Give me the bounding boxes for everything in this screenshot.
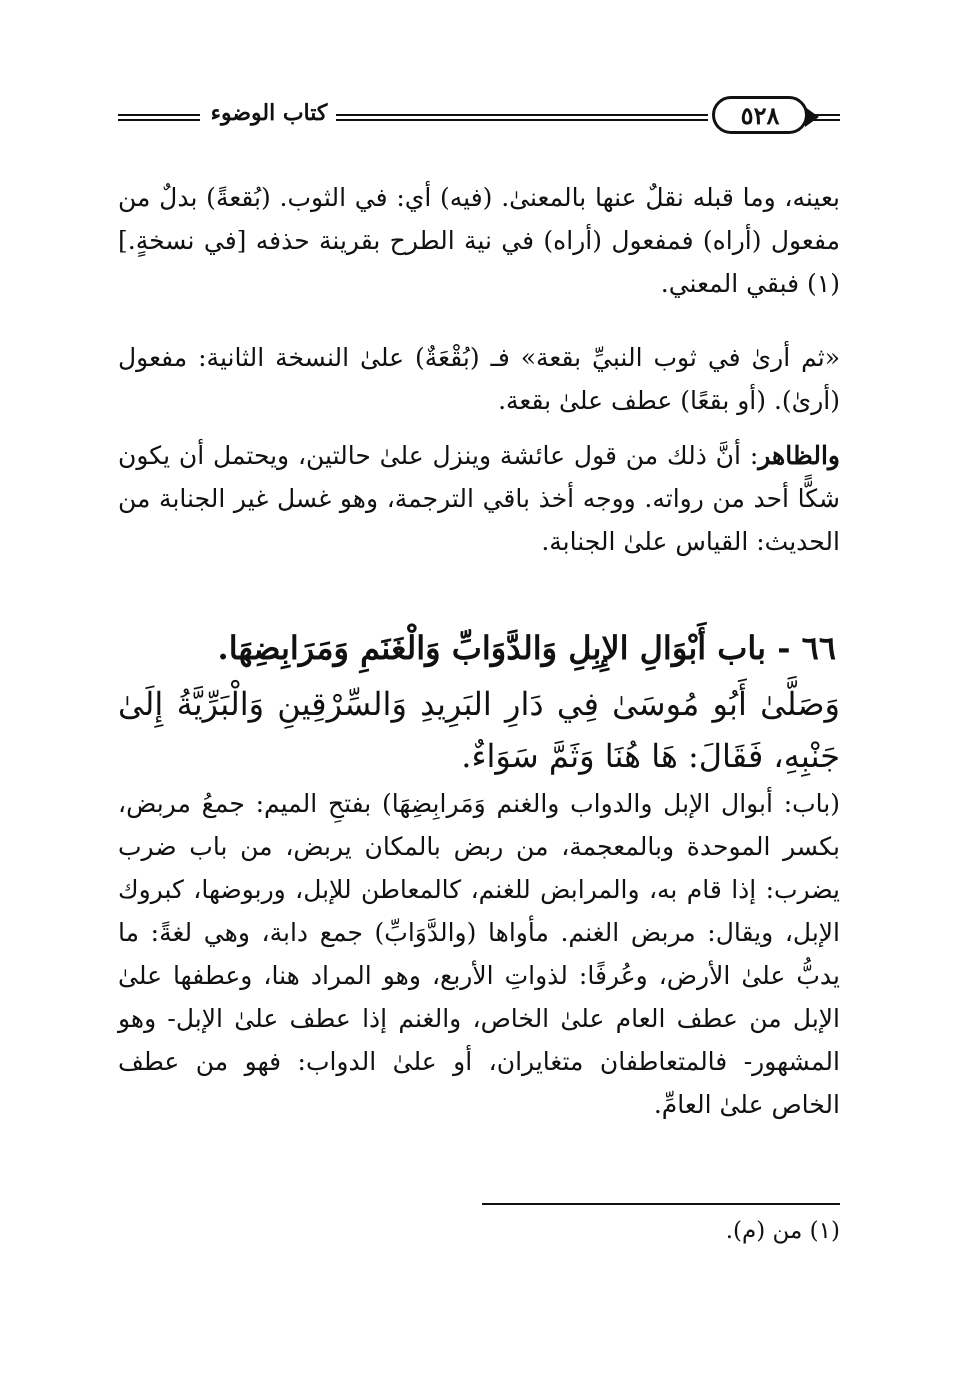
header-rule-right xyxy=(810,114,840,121)
paragraph-3 xyxy=(118,434,840,563)
book-title: كتاب الوضوء xyxy=(210,100,328,126)
footnote-separator xyxy=(482,1203,840,1205)
paragraph-3-rest: : أنَّ ذلك من قول عائشة وينزل علىٰ حالتين، ويحتمل أن يكون شكًّا أحد من رواته. ووجه أخذ باقي الترجمة، وهو غسل غير الجنابة من الحديث: القياس علىٰ الجنابة. xyxy=(118,441,840,556)
header-rule-left xyxy=(118,114,200,121)
header-rule-middle xyxy=(336,114,708,121)
page-number-badge xyxy=(712,96,808,134)
section-heading: ٦٦ - باب أَبْوَالِ الإِبِلِ وَالدَّوَابِّ وَالْغَنَمِ وَمَرَابِضِهَا. xyxy=(217,629,836,667)
hadith-text: وَصَلَّىٰ أَبُو مُوسَىٰ فِي دَارِ البَرِيدِ وَالسِّرْقِينِ وَالْبَرِّيَّةُ إِلَىٰ جَنْبِهِ، فَقَالَ: هَا هُنَا وَثَمَّ سَوَاءٌ. xyxy=(118,685,840,775)
page-number: ٥٢٨ xyxy=(740,100,780,130)
paragraph-1: بعينه، وما قبله نقلٌ عنها بالمعنىٰ. (فيه) أي: في الثوب. (بُقعةً) بدلٌ من مفعول (أراه) فمفعول (أراه) في نية الطرح بقرينة حذفه [في نسخةٍ.](١) فبقي المعني. xyxy=(118,183,840,298)
footnote: (١) من (م). xyxy=(725,1218,840,1244)
paragraph-2: «ثم أرىٰ في ثوب النبيِّ بقعة» فـ (بُقْعَةٌ) علىٰ النسخة الثانية: مفعول (أرىٰ). (أو بقعًا) عطف علىٰ بقعة. xyxy=(118,343,840,415)
running-header xyxy=(118,96,840,140)
paragraph-3-lead: والظاهر xyxy=(758,441,840,470)
paragraph-4: (باب: أبوال الإبل والدواب والغنم وَمَرابِضِهَا) بفتحِ الميم: جمعُ مربض، بكسر الموحدة وبالمعجمة، من ربض بالمكان يربض، من باب ضرب يضرب: إذا قام به، والمرابض للغنم، كالمعاطن للإبل، وربوضها، كبروك الإبل، ويقال: مربض الغنم. مأواها (والدَّوَابِّ) جمع دابة، وهي لغةً: ما يدبُّ علىٰ الأرض، وعُرفًا: لذواتِ الأربع، وهو المراد هنا، وعطفها علىٰ الإبل من عطف العام علىٰ الخاص، والغنم إذا عطف علىٰ الإبل- وهو المشهور- فالمتعاطفان متغايران، أو علىٰ الدواب: فهو من عطف الخاص علىٰ العامِّ. xyxy=(118,789,840,1119)
